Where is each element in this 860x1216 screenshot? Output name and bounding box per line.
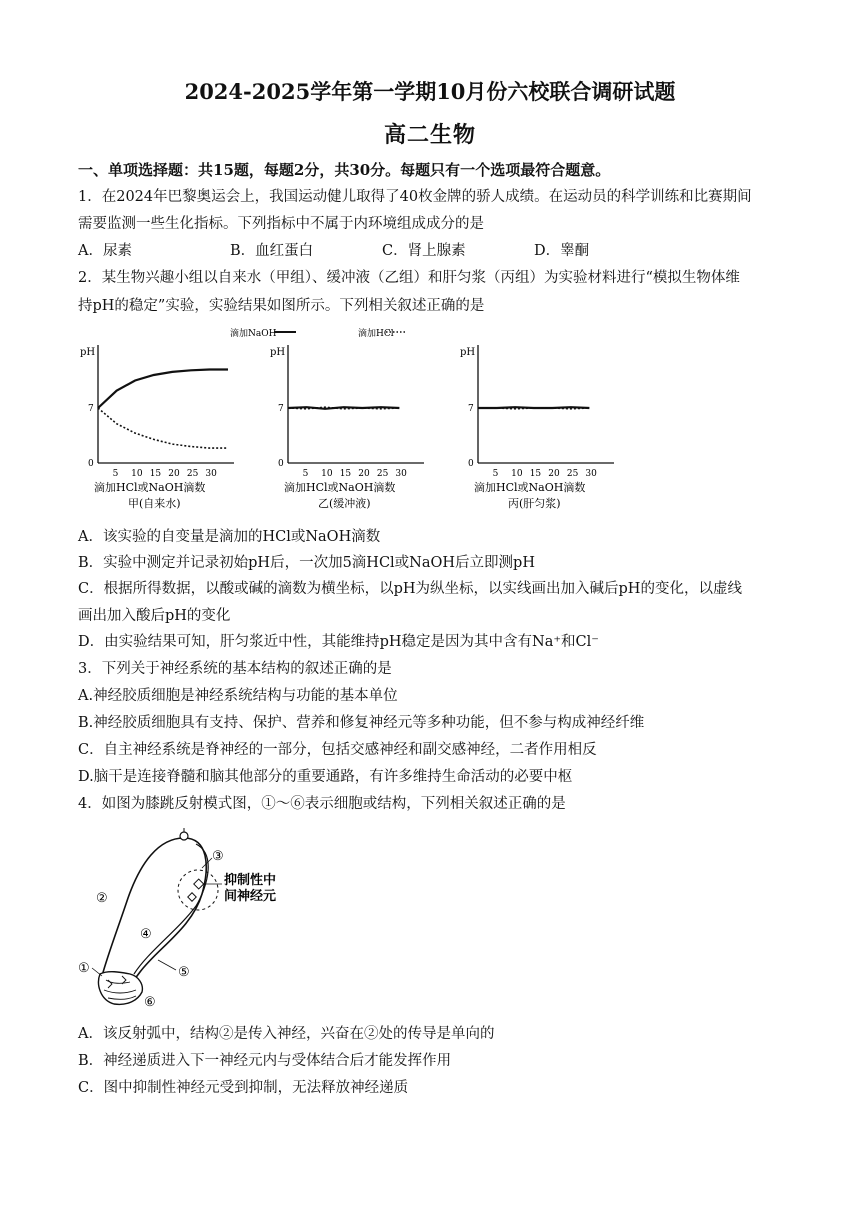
q3-option-d: D.脑干是连接脊髓和脑其他部分的重要通路，有许多维持生命活动的必要中枢 xyxy=(78,769,573,785)
q2-stem-line2: 持pH的稳定”实验，实验结果如图所示。下列相关叙述正确的是 xyxy=(78,298,485,314)
marker-2: ② xyxy=(96,891,108,906)
q3-option-c: C．自主神经系统是脊神经的一部分，包括交感神经和副交感神经，二者作用相反 xyxy=(78,742,597,758)
chart-2-xlabel: 滴加HCl或NaOH滴数 xyxy=(474,481,586,494)
chart-1-ylabel: pH xyxy=(270,347,286,358)
chart-1-ytick: 0 xyxy=(278,459,284,469)
exam-title: 2024-2025学年第一学期10月份六校联合调研试题 xyxy=(184,79,676,104)
inhibitory-label-line1: 抑制性中 xyxy=(224,873,277,888)
chart-1-xtick: 5 xyxy=(302,469,309,479)
chart-0-xtick: 20 xyxy=(168,469,180,479)
chart-1-xtick: 25 xyxy=(376,469,389,479)
q1-option-c: C．肾上腺素 xyxy=(382,243,466,259)
chart-2-xtick: 30 xyxy=(585,469,597,479)
marker-6: ⑥ xyxy=(144,995,156,1010)
chart-2-title: 丙(肝匀浆) xyxy=(508,497,561,510)
section-heading: 一、单项选择题：共15题，每题2分，共30分。每题只有一个选项最符合题意。 xyxy=(78,161,611,179)
chart-1-xlabel: 滴加HCl或NaOH滴数 xyxy=(284,481,396,494)
chart-0-series-naoh-line xyxy=(98,370,228,409)
q3-option-b: B.神经胶质细胞具有支持、保护、营养和修复神经元等多种功能，但不参与构成神经纤维 xyxy=(78,715,645,731)
chart-0-ylabel: pH xyxy=(80,347,96,358)
chart-0-xlabel: 滴加HCl或NaOH滴数 xyxy=(94,481,206,494)
synapse-body xyxy=(188,893,196,901)
marker-1-leader xyxy=(92,968,102,976)
q1-option-d: D．睾酮 xyxy=(534,243,590,259)
marker-4: ④ xyxy=(140,927,152,942)
q2-option-b: B．实验中测定并记录初始pH后，一次加5滴HCl或NaOH后立即测pH xyxy=(78,555,535,571)
q3-option-a: A.神经胶质细胞是神经系统结构与功能的基本单位 xyxy=(78,688,398,704)
chart-0-title: 甲(自来水) xyxy=(128,497,181,510)
chart-2-ytick: 0 xyxy=(468,459,474,469)
chart-0-ytick: 0 xyxy=(88,459,94,469)
inhibitory-label-line2: 间神经元 xyxy=(224,889,277,904)
q4-option-a: A．该反射弧中，结构②是传入神经，兴奋在②处的传导是单向的 xyxy=(78,1026,495,1042)
chart-0-xtick: 25 xyxy=(186,469,199,479)
chart-0-xtick: 5 xyxy=(112,469,119,479)
knee-jerk-reflex-diagram xyxy=(78,824,288,1014)
legend-naoh-label: 滴加NaOH xyxy=(230,329,277,339)
chart-1-xtick: 15 xyxy=(339,469,352,479)
top-node xyxy=(180,832,188,840)
chart-0-ytick: 7 xyxy=(88,404,94,414)
chart-1-xtick: 10 xyxy=(321,469,333,479)
afferent-neuron-path xyxy=(112,838,206,992)
efferent-neuron-path xyxy=(102,838,184,976)
marker-1: ① xyxy=(78,961,90,976)
chart-1-xtick: 30 xyxy=(395,469,407,479)
q2-option-a: A．该实验的自变量是滴加的HCl或NaOH滴数 xyxy=(78,529,381,545)
q4-option-c: C．图中抑制性神经元受到抑制，无法释放神经递质 xyxy=(78,1080,409,1096)
chart-2-xtick: 20 xyxy=(548,469,560,479)
chart-0-xtick: 15 xyxy=(149,469,162,479)
q2-option-c-line1: C．根据所得数据，以酸或碱的滴数为横坐标，以pH为纵坐标，以实线画出加入碱后pH的变化，以虚线 xyxy=(78,581,742,597)
chart-1-title: 乙(缓冲液) xyxy=(318,497,371,510)
chart-0-xtick: 30 xyxy=(205,469,217,479)
marker-3: ③ xyxy=(212,849,224,864)
legend-hcl-label: 滴加HCl xyxy=(358,329,394,339)
q1-stem-line1: 1．在2024年巴黎奥运会上，我国运动健儿取得了40枚金牌的骄人成绩。在运动员的科学训练和比赛期间 xyxy=(78,189,752,205)
q2-stem-line1: 2．某生物兴趣小组以自来水（甲组）、缓冲液（乙组）和肝匀浆（丙组）为实验材料进行“模拟生物体维 xyxy=(78,270,740,286)
ph-charts-figure xyxy=(80,318,640,518)
q3-stem: 3．下列关于神经系统的基本结构的叙述正确的是 xyxy=(78,661,392,677)
q2-option-c-line2: 画出加入酸后pH的变化 xyxy=(78,608,231,624)
chart-2-ytick: 7 xyxy=(468,404,474,414)
chart-0-series-hcl-line xyxy=(98,408,228,448)
q4-stem: 4．如图为膝跳反射模式图，①～⑥表示细胞或结构，下列相关叙述正确的是 xyxy=(78,796,566,812)
chart-1-ytick: 7 xyxy=(278,404,284,414)
q1-options xyxy=(78,241,686,261)
chart-2-xtick: 25 xyxy=(566,469,579,479)
chart-2-xtick: 10 xyxy=(511,469,523,479)
chart-2-ylabel: pH xyxy=(460,347,476,358)
chart-1-xtick: 20 xyxy=(358,469,370,479)
chart-2-xtick: 5 xyxy=(492,469,499,479)
q1-option-b: B．血红蛋白 xyxy=(230,243,314,259)
inhibitory-neuron-body xyxy=(194,879,204,889)
marker-5: ⑤ xyxy=(178,965,190,980)
chart-0-xtick: 10 xyxy=(131,469,143,479)
q1-stem-line2: 需要监测一些生化指标。下列指标中不属于内环境组成成分的是 xyxy=(78,216,484,232)
q4-option-b: B．神经递质进入下一神经元内与受体结合后才能发挥作用 xyxy=(78,1053,452,1069)
marker-5-leader xyxy=(158,960,176,970)
q2-option-d: D．由实验结果可知，肝匀浆近中性，其能维持pH稳定是因为其中含有Na⁺和Cl⁻ xyxy=(78,634,599,650)
chart-2-xtick: 15 xyxy=(529,469,542,479)
subject-title: 高二生物 xyxy=(383,122,476,148)
q1-option-a: A．尿素 xyxy=(78,243,132,259)
